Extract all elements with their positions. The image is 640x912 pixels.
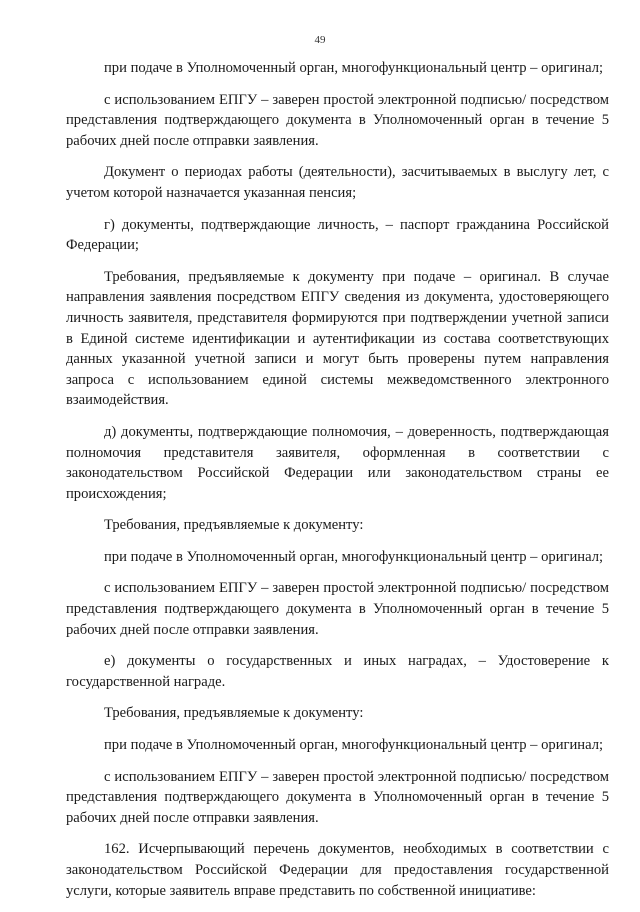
document-body xyxy=(66,58,609,912)
paragraph-identity-documents: г) документы, подтверждающие личность, – паспорт гражданина Российской Федерации; xyxy=(66,216,609,254)
paragraph-section-162: 162. Исчерпывающий перечень документов, необходимых в соответствии с законодательством Российской Федерации для предоставления государственной услуги, которые заявитель вправе представить по собственной инициативе: xyxy=(66,841,609,899)
paragraph-epgu-submission: с использованием ЕПГУ – заверен простой электронной подписью/ посредством представления подтверждающего документа в Уполномоченный орган в течение 5 рабочих дней после отправки заявления. xyxy=(66,580,609,638)
paragraph-original-submission: при подаче в Уполномоченный орган, многофункциональный центр – оригинал; xyxy=(104,737,604,754)
paragraph-epgu-submission: с использованием ЕПГУ – заверен простой электронной подписью/ посредством представления подтверждающего документа в Уполномоченный орган в течение 5 рабочих дней после отправки заявления. xyxy=(66,91,609,149)
paragraph-original-submission: при подаче в Уполномоченный орган, многофункциональный центр – оригинал; xyxy=(104,60,604,76)
paragraph-award-documents: е) документы о государственных и иных наградах, – Удостоверение к государственной награде. xyxy=(66,653,609,690)
paragraph-epgu-submission: с использованием ЕПГУ – заверен простой электронной подписью/ посредством представления подтверждающего документа в Уполномоченный орган в течение 5 рабочих дней после отправки заявления. xyxy=(66,768,609,826)
paragraph-work-periods: Документ о периодах работы (деятельности), засчитываемых в выслугу лет, с учетом которой назначается указанная пенсия; xyxy=(66,164,609,201)
paragraph-requirements-heading: Требования, предъявляемые к документу: xyxy=(104,705,364,722)
paragraph-authority-documents: д) документы, подтверждающие полномочия, – доверенность, подтверждающая полномочия представителя заявителя, оформленная в соответствии с законодательством Российской Федерации или законодательством страны ее происхождения; xyxy=(66,423,609,502)
paragraph-original-submission: при подаче в Уполномоченный орган, многофункциональный центр – оригинал; xyxy=(104,548,604,565)
paragraph-requirements-heading: Требования, предъявляемые к документу: xyxy=(104,517,364,534)
page-number: 49 xyxy=(314,34,326,46)
paragraph-identity-requirements: Требования, предъявляемые к документу при подаче – оригинал. В случае направления заявления посредством ЕПГУ сведения из документа, удостоверяющего личность заявителя, представителя формируются при подтверждении учетной записи в Единой системе идентификации и аутентификации из состава соответствующих данных указанной учетной записи и могут быть проверены путем направления запроса с использованием единой системы межведомственного электронного взаимодействия. xyxy=(66,268,609,409)
